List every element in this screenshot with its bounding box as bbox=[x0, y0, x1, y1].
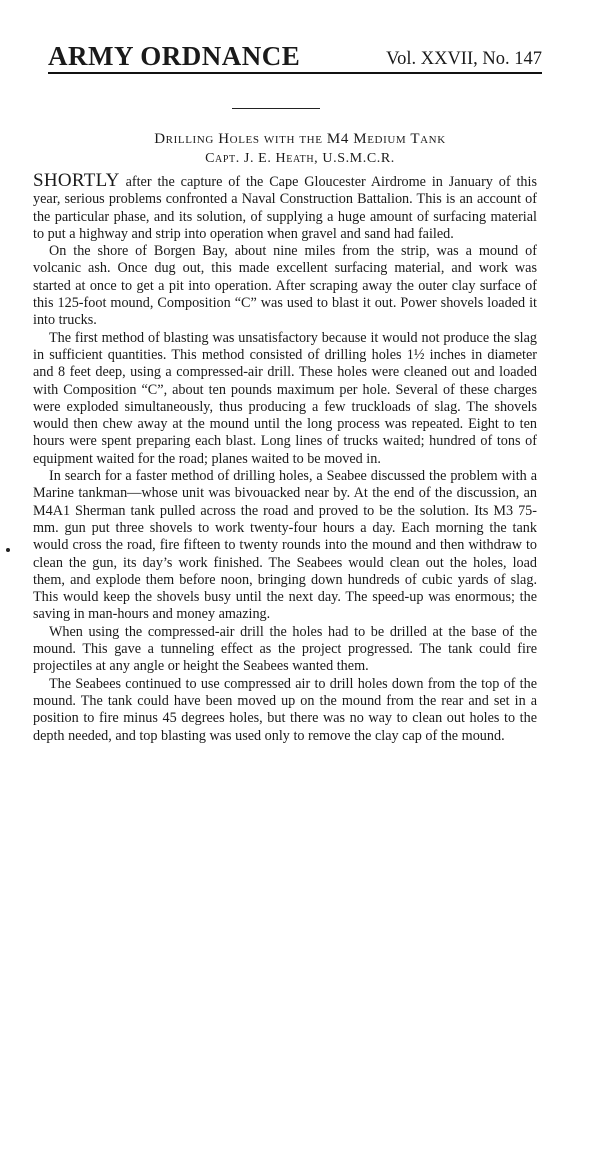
paragraph-4: In search for a faster method of drilling holes, a Seabee discussed the problem with a Marine tankman—whose unit was bivouacked near by. At the end of the discussion, an M4A1 Sherman tank pulled across the road and proved to be the solution. Its M3 75-mm. gun put three shovels to work twenty-four hours a day. Each morning the tank would cross the road, fire fifteen to twenty rounds into the mound and then withdraw to clean the gun, its day’s work finished. The Seabees would clean out the holes, load them, and explode them before noon, bringing down hundreds of cubic yards of slag. This would keep the shovels busy until the next day. The speed-up was enormous; the saving in man-hours and money amazing. bbox=[33, 468, 537, 623]
paragraph-2: On the shore of Borgen Bay, about nine miles from the strip, was a mound of volcanic ash. Once dug out, this made excellent surfacing material, and work was started at once to get a pit into operation. After scraping away the outer clay surface of this 125-foot mound, Composition “C” was used to blast it out. Power shovels loaded it into trucks. bbox=[33, 243, 537, 329]
volume-number: Vol. XXVII, No. 147 bbox=[386, 48, 542, 69]
paragraph-1 bbox=[33, 172, 537, 243]
journal-title: ARMY ORDNANCE bbox=[48, 41, 301, 71]
article-body bbox=[33, 172, 537, 745]
running-header bbox=[48, 34, 542, 74]
paragraph-6: The Seabees continued to use compressed air to drill holes down from the top of the mound. The tank could have been moved up on the mound from the rear and set in a position to fire minus 45 degrees holes, but there was no way to clean out holes to the depth needed, and top blasting was used only to remove the clay cap of the mound. bbox=[33, 675, 537, 744]
lead-word: SHORTLY bbox=[33, 170, 120, 191]
paragraph-3: The first method of blasting was unsatisfactory because it would not produce the slag in sufficient quantities. This method consisted of drilling holes 1½ inches in diameter and 8 feet deep, using a compressed-air drill. These holes were cleaned out and loaded with Composition “C”, about ten pounds maximum per hole. Several of these charges were exploded simultaneously, thus producing a few truckloads of slag. The shovels would then chew away at the mound until the long process was repeated. Eight to ten hours were spent preparing each blast. Long lines of trucks waited; hundred of tons of equipment waited for the road; planes waited to be moved in. bbox=[33, 329, 537, 467]
paragraph-5: When using the compressed-air drill the holes had to be drilled at the base of the mound. This gave a tunneling effect as the project progressed. The tank could fire projectiles at any angle or height the Seabees wanted them. bbox=[33, 623, 537, 675]
title-divider bbox=[232, 108, 320, 109]
article-title: Drilling Holes with the M4 Medium Tank bbox=[154, 131, 446, 147]
article-author: Capt. J. E. Heath, U.S.M.C.R. bbox=[205, 151, 395, 166]
margin-dot bbox=[6, 548, 10, 552]
paragraph-1-text: after the capture of the Cape Gloucester Airdrome in January of this year, serious problems confronted a Naval Construction Battalion. This is an account of the particular phase, and its solution, of supplying a huge amount of surfacing material to put a highway and strip into operation when gravel and sand had failed. bbox=[33, 174, 537, 242]
